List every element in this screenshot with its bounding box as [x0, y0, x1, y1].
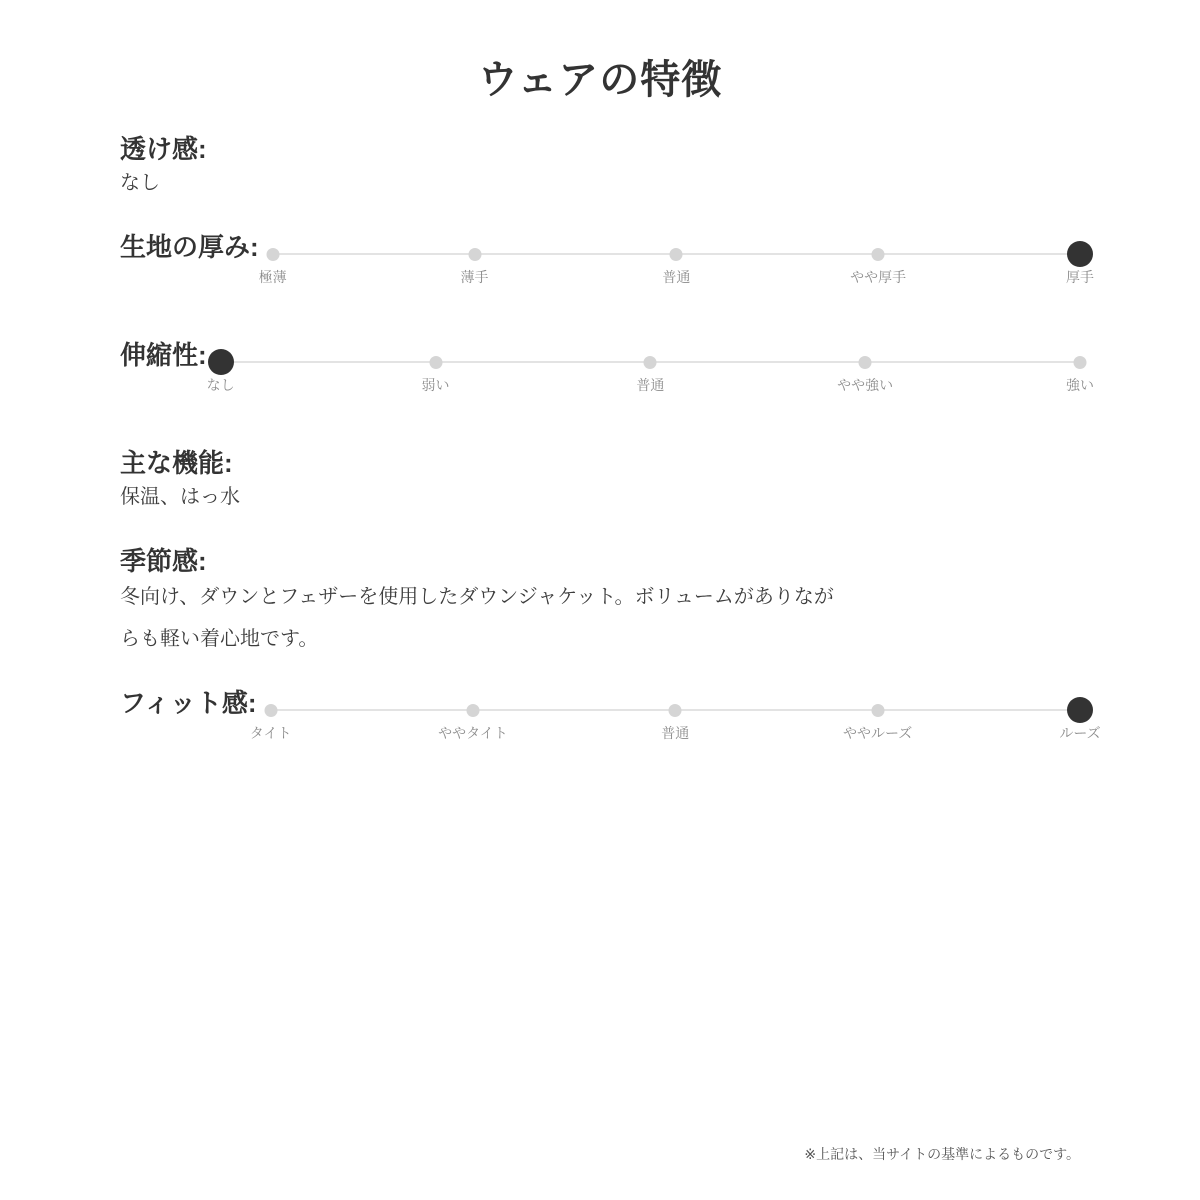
section-fit [120, 688, 1101, 746]
stretch-scale [206, 340, 1094, 398]
scale-dot [871, 704, 884, 717]
scale-label: なし [206, 377, 235, 393]
scale-dot [429, 356, 442, 369]
functions-value: 保温、はっ水 [120, 486, 240, 508]
scale-label: タイト [249, 725, 292, 741]
scale-label: 薄手 [460, 269, 489, 285]
thickness-heading: 生地の厚み: [120, 232, 259, 262]
scale-dot [466, 704, 479, 717]
sheerness-value: なし [120, 172, 160, 194]
scale-label: 普通 [661, 725, 690, 741]
selected-dot [1067, 241, 1093, 267]
season-description-line: らも軽い着心地です。 [120, 628, 319, 650]
scale-dot [1074, 356, 1087, 369]
fit-heading: フィット感: [120, 688, 257, 718]
thickness-scale [258, 232, 1094, 290]
scale-label: 厚手 [1066, 269, 1094, 285]
season-heading: 季節感: [120, 546, 207, 576]
sheerness-heading: 透け感: [120, 134, 207, 164]
scale-dot [468, 248, 481, 261]
functions-heading: 主な機能: [120, 448, 233, 478]
scale-label: やや厚手 [850, 269, 907, 285]
scale-label: ルーズ [1059, 725, 1101, 741]
section-stretch [120, 340, 1094, 398]
scale-dot [859, 356, 872, 369]
footer-note: ※上記は、当サイトの基準によるものです。 [804, 1146, 1080, 1162]
scale-label: 極薄 [258, 269, 287, 285]
scale-label: 強い [1066, 377, 1094, 393]
section-sheerness [120, 134, 1080, 196]
scale-label: 普通 [636, 377, 665, 393]
scale-dot [644, 356, 657, 369]
scale-dot [670, 248, 683, 261]
scale-dot [264, 704, 277, 717]
stretch-heading: 伸縮性: [120, 340, 207, 370]
scale-label: 弱い [421, 377, 450, 393]
scale-dot [872, 248, 885, 261]
scale-label: ややタイト [438, 725, 508, 741]
page-title-wrap [120, 0, 1080, 102]
selected-dot [208, 349, 234, 375]
selected-dot [1067, 697, 1093, 723]
section-functions [120, 448, 1080, 510]
scale-label: 普通 [662, 269, 691, 285]
page-title: ウェアの特徴 [477, 58, 723, 102]
season-description-line: 冬向け、ダウンとフェザーを使用したダウンジャケット。ボリュームがありなが [120, 586, 834, 608]
section-season [120, 546, 1080, 652]
fit-scale [249, 688, 1101, 746]
scale-label: やや強い [837, 377, 894, 393]
scale-label: ややルーズ [842, 725, 913, 741]
section-thickness [120, 232, 1094, 290]
scale-dot [266, 248, 279, 261]
scale-dot [669, 704, 682, 717]
